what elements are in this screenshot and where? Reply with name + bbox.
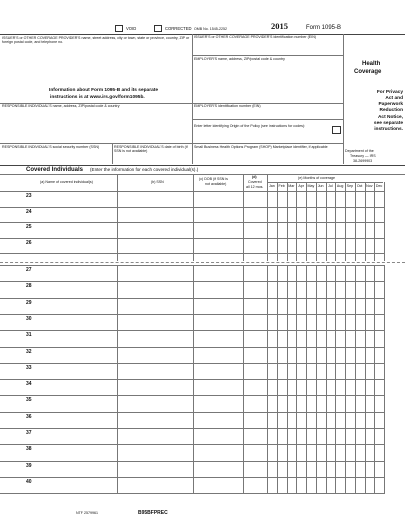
- issuer-label: ISSUER'S or OTHER COVERAGE PROVIDER'S name, street address, city or town, state or province, country, ZIP or foreign postal code, and telephone no.: [2, 36, 190, 45]
- column-divider: [243, 174, 244, 261]
- row-number: 29: [26, 299, 32, 306]
- col-d-header-1: (d): [252, 175, 257, 179]
- privacy-notice: [345, 90, 403, 133]
- covered-subtitle: (Enter the information for each covered individual(s).): [90, 167, 199, 172]
- month-column-divider: [355, 182, 356, 261]
- month-header-aug: Aug: [336, 184, 344, 188]
- coverage-title: Coverage: [354, 69, 382, 75]
- month-header-feb: Feb: [278, 184, 285, 188]
- col-e-header: (e) Months of coverage: [298, 176, 335, 180]
- mid-divider-4: [192, 143, 343, 144]
- row-number: 39: [26, 462, 32, 469]
- col-d-header-3: all 12 mos.: [246, 185, 264, 189]
- privacy-line: Act and: [385, 96, 403, 102]
- month-column-divider: [355, 265, 356, 494]
- month-header-may: May: [307, 184, 315, 188]
- void-label: VOID: [126, 26, 137, 31]
- month-header-mar: Mar: [288, 184, 295, 188]
- origin-code-box[interactable]: [332, 126, 341, 134]
- row-number: 31: [26, 332, 32, 339]
- row-number: 23: [26, 193, 32, 199]
- row-number: 38: [26, 446, 32, 453]
- column-divider: [243, 265, 244, 494]
- privacy-line: Act Notice,: [377, 114, 403, 120]
- privacy-line: Paperwork: [378, 102, 403, 108]
- column-divider: [117, 265, 118, 494]
- health-title: Health: [362, 61, 381, 67]
- employer-field[interactable]: [193, 64, 342, 101]
- employer-id-label: EMPLOYER'S identification number (EIN): [194, 104, 261, 108]
- tax-year: 2015: [271, 21, 288, 31]
- mid-divider-1: [192, 55, 343, 56]
- covered-top-border: [0, 165, 405, 166]
- ein-field[interactable]: [193, 41, 342, 54]
- right-col-divider: [343, 34, 344, 164]
- month-header-apr: Apr: [298, 184, 304, 188]
- month-column-divider: [316, 265, 317, 494]
- month-header-dec: Dec: [375, 184, 383, 188]
- month-column-divider: [384, 265, 385, 494]
- left-divider-2: [0, 143, 192, 144]
- month-column-divider: [316, 182, 317, 261]
- privacy-line: see separate: [373, 120, 403, 126]
- covered-title: Covered Individuals: [26, 167, 84, 173]
- column-divider: [267, 265, 268, 494]
- month-column-divider: [277, 265, 278, 494]
- corrected-label: CORRECTED: [165, 26, 192, 31]
- dob-label: RESPONSIBLE INDIVIDUAL'S date of birth (if SSN is not available): [114, 145, 188, 154]
- row-number: 28: [26, 283, 32, 290]
- ssn-label: RESPONSIBLE INDIVIDUAL'S social security number (SSN): [2, 145, 100, 149]
- dept-line-2: Treasury — IRS: [350, 154, 376, 158]
- info-line-2: instructions is at www.irs.gov/form1095b.: [50, 95, 145, 100]
- col-a-header: (a) Name of covered individual(s): [40, 180, 93, 184]
- shop-label: Small Business Health Options Program (SHOP) Marketplace identifier, if applicable: [194, 145, 328, 149]
- month-column-divider: [306, 182, 307, 261]
- month-column-divider: [365, 265, 366, 494]
- row-number: 26: [26, 239, 32, 246]
- month-column-divider: [277, 182, 278, 261]
- ntf-number: NTF 2579961: [76, 511, 98, 515]
- month-header-jul: Jul: [328, 184, 333, 188]
- month-column-divider: [335, 265, 336, 494]
- month-column-divider: [345, 182, 346, 261]
- month-column-divider: [345, 265, 346, 494]
- column-divider: [117, 174, 118, 261]
- ein-label: ISSUER'S or OTHER COVERAGE PROVIDER'S identification number (EIN): [194, 35, 316, 39]
- month-column-divider: [306, 265, 307, 494]
- row-number: 24: [26, 208, 32, 215]
- column-divider: [267, 174, 268, 261]
- privacy-line: For Privacy: [376, 90, 403, 95]
- month-column-divider: [296, 182, 297, 261]
- month-header-jan: Jan: [268, 184, 275, 188]
- month-column-divider: [287, 182, 288, 261]
- month-column-divider: [296, 265, 297, 494]
- column-divider: [193, 265, 194, 494]
- month-column-divider: [335, 182, 336, 261]
- employer-label: EMPLOYER'S name, address, ZIP/postal code & country: [194, 57, 285, 61]
- month-column-divider: [326, 265, 327, 494]
- month-header-nov: Nov: [366, 184, 373, 188]
- mid-divider-3: [192, 119, 343, 120]
- row-number: 37: [26, 430, 32, 436]
- corrected-checkbox[interactable]: [154, 25, 162, 32]
- info-line-1: Information about Form 1095-B and its separate: [49, 88, 159, 93]
- form-code: 38-2699903: [353, 159, 373, 163]
- void-checkbox[interactable]: [115, 25, 123, 32]
- dept-line-1: Department of the: [345, 149, 374, 153]
- row-number: 36: [26, 413, 32, 420]
- month-column-divider: [384, 182, 385, 261]
- origin-label: Enter letter identifying Origin of the Policy (see instructions for codes):: [194, 124, 306, 128]
- month-column-divider: [374, 182, 375, 261]
- month-header-jun: Jun: [317, 184, 324, 188]
- col-c-header-1: (c) DOB (if SSN is: [199, 177, 228, 181]
- row-number: 25: [26, 224, 32, 230]
- issuer-field[interactable]: [1, 48, 191, 88]
- row-number: 40: [26, 478, 32, 485]
- row-number: 32: [26, 348, 32, 355]
- row-number: 30: [26, 315, 32, 322]
- month-header-sep: Sep: [346, 184, 354, 188]
- column-divider: [193, 174, 194, 261]
- month-column-divider: [374, 265, 375, 494]
- row-number: 33: [26, 364, 32, 371]
- covered-title-underline: [0, 174, 405, 175]
- month-column-divider: [287, 265, 288, 494]
- month-column-divider: [326, 182, 327, 261]
- col-b-header: (b) SSN: [151, 180, 164, 184]
- stock-code: B95BFPREC: [138, 510, 168, 516]
- row-number: 27: [26, 267, 32, 273]
- row-number: 34: [26, 381, 32, 388]
- responsible-label: RESPONSIBLE INDIVIDUAL'S name, address, ZIP/postal code & country: [2, 104, 120, 108]
- row-number: 35: [26, 397, 32, 404]
- col-c-header-2: not available): [205, 182, 227, 186]
- month-header-oct: Oct: [356, 184, 363, 188]
- month-column-divider: [365, 182, 366, 261]
- responsible-field[interactable]: [1, 111, 191, 142]
- form-number: Form 1095-B: [306, 25, 342, 31]
- privacy-line: instructions.: [374, 126, 403, 132]
- perforation-line: [0, 262, 405, 263]
- ssn-dob-divider: [112, 143, 113, 164]
- privacy-line: Reduction: [379, 108, 403, 114]
- col-d-header-2: Covered: [248, 180, 262, 184]
- omb-number: OMB No. 1545-2252: [194, 27, 227, 31]
